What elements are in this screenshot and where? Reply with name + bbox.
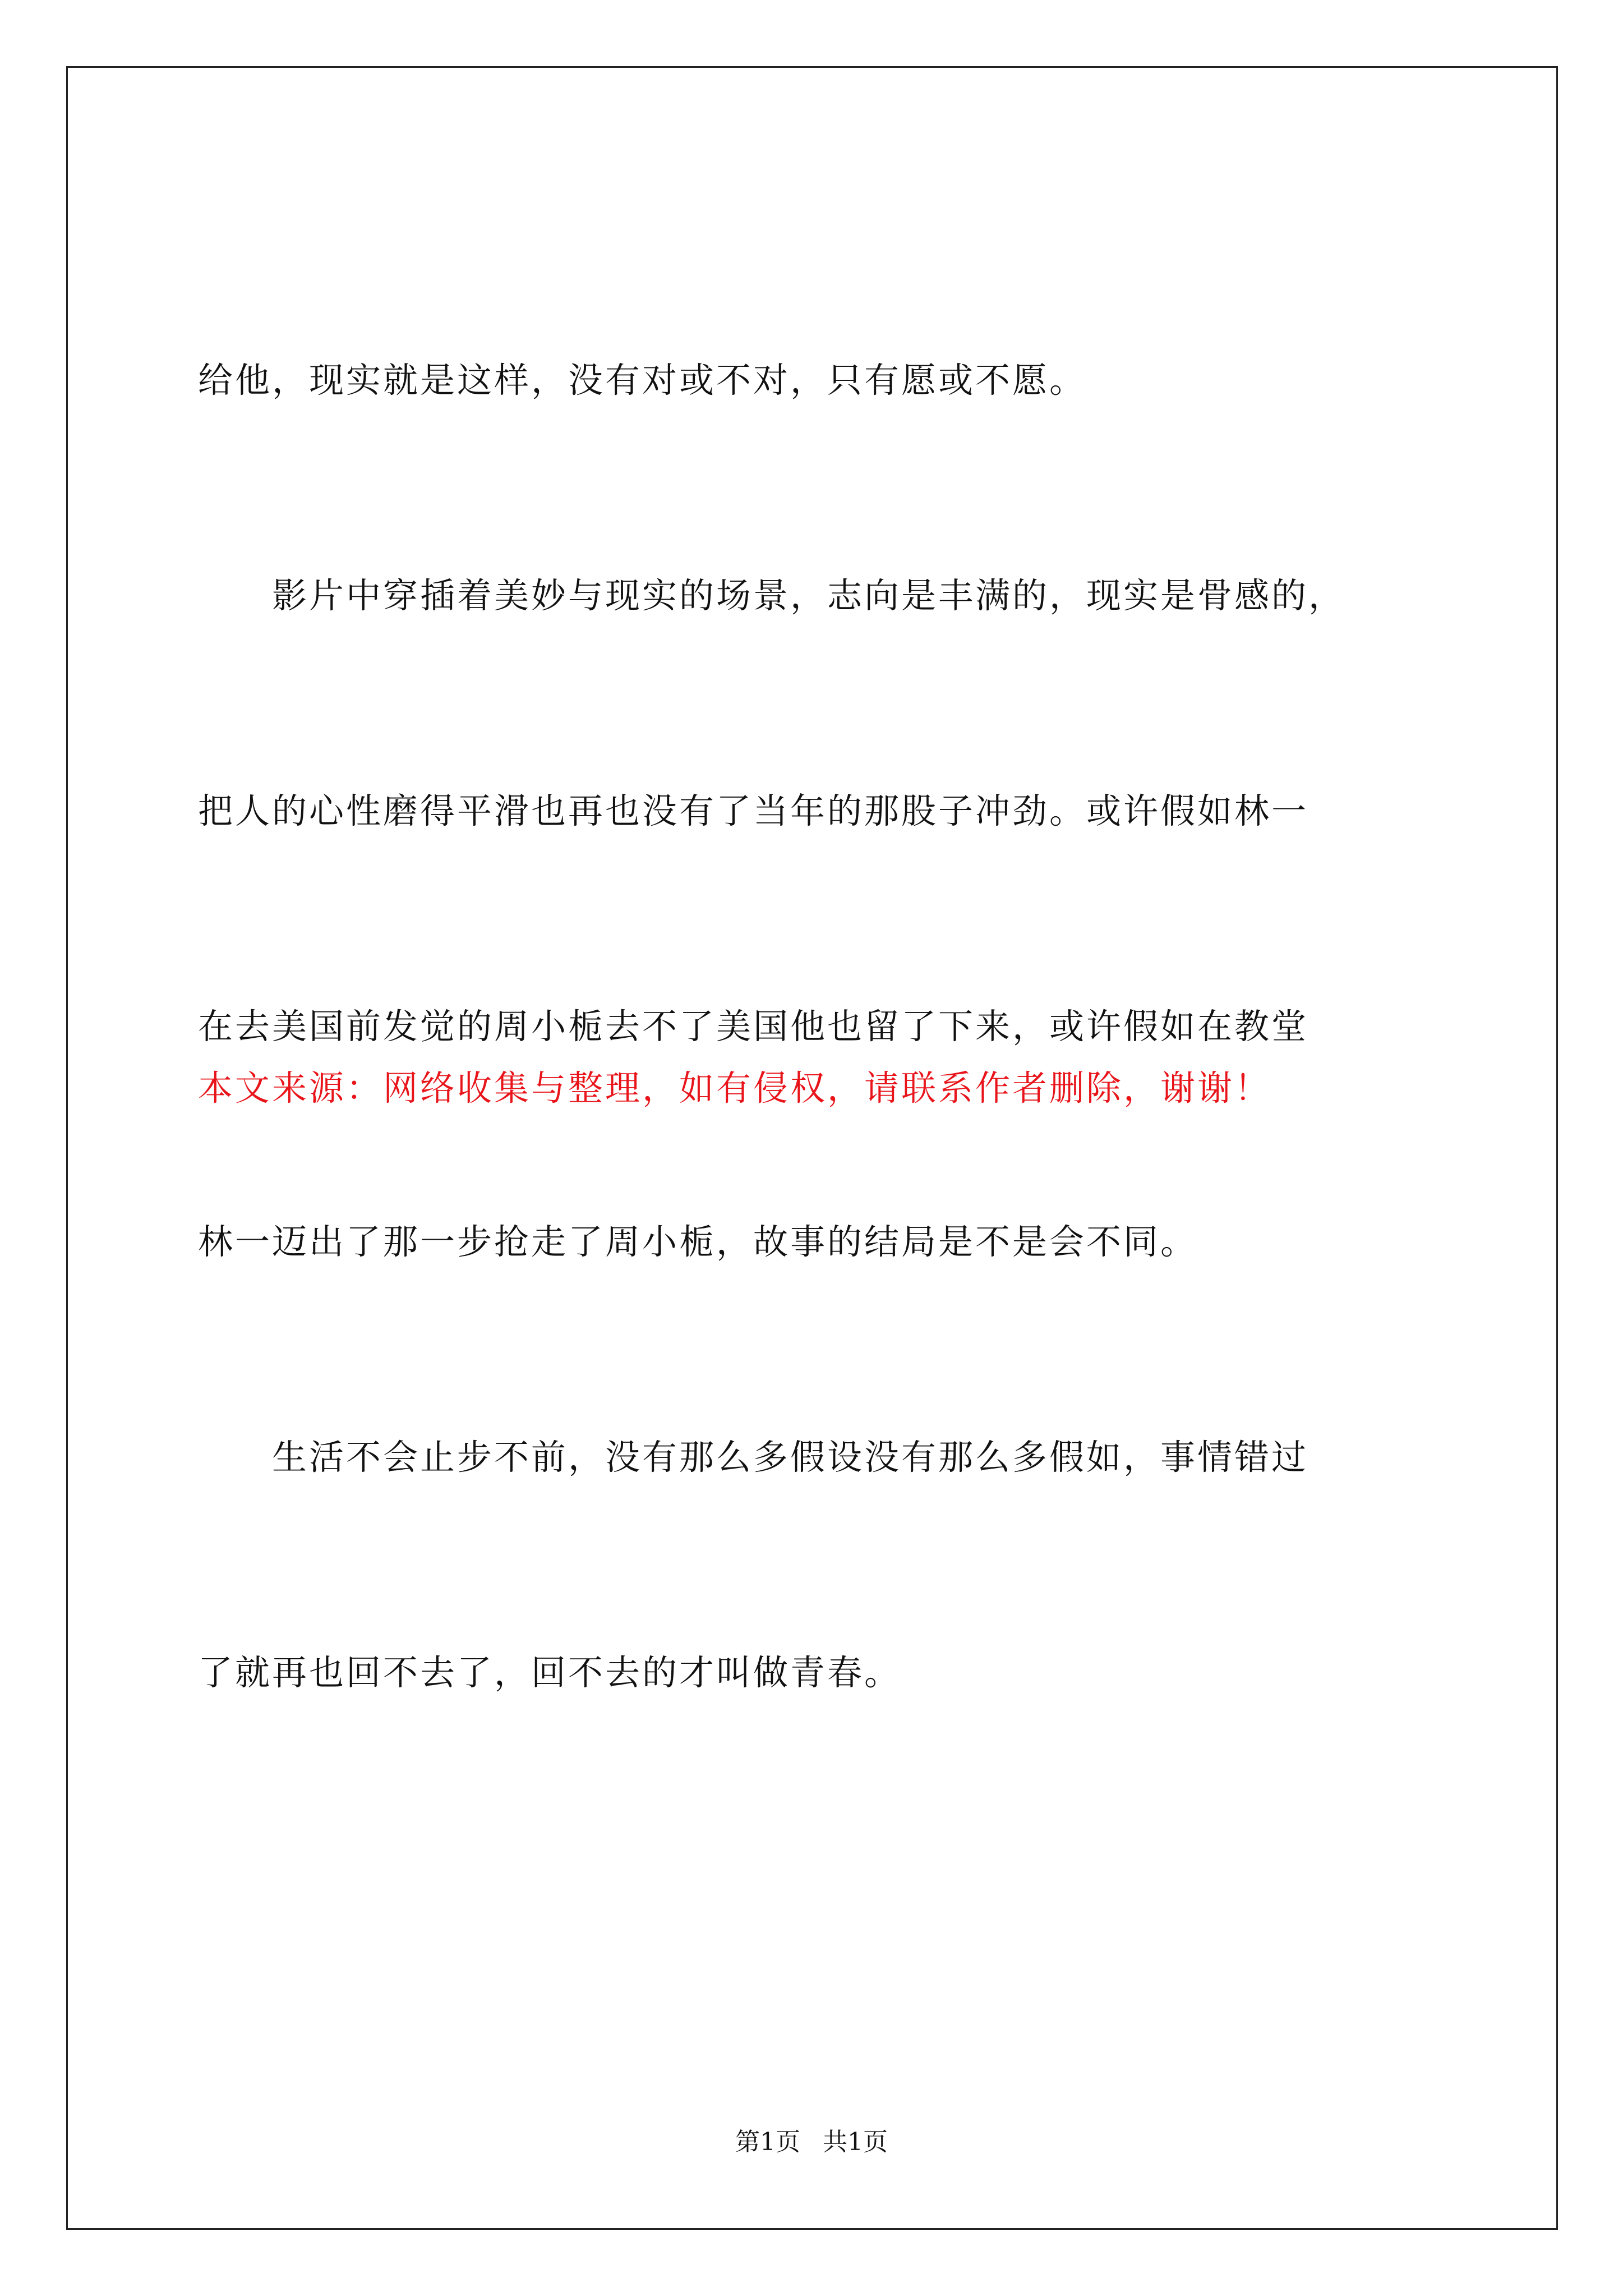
- page-total: 共1页: [823, 2128, 888, 2156]
- document-body: [198, 219, 1432, 1834]
- text-line: 把人的心性磨得平滑也再也没有了当年的那股子冲劲。或许假如林一: [198, 790, 1309, 831]
- text-line: 在去美国前发觉的周小栀去不了美国他也留了下来，或许假如在教堂: [198, 1006, 1309, 1047]
- page-number: 第1页: [735, 2128, 800, 2156]
- text-line: 生活不会止步不前，没有那么多假设没有那么多假如，事情错过: [198, 1437, 1309, 1478]
- text-line: 林一迈出了那一步抢走了周小栀，故事的结局是不是会不同。: [198, 1221, 1198, 1262]
- text-line: 影片中穿插着美妙与现实的场景，志向是丰满的，现实是骨感的，: [198, 575, 1346, 616]
- page-footer: [0, 2122, 1623, 2157]
- text-line: 给他，现实就是这样，没有对或不对，只有愿或不愿。: [198, 360, 1087, 401]
- text-line: 了就再也回不去了，回不去的才叫做青春。: [198, 1652, 902, 1693]
- source-notice: 本文来源：网络收集与整理，如有侵权，请联系作者删除，谢谢！: [198, 1068, 1272, 1108]
